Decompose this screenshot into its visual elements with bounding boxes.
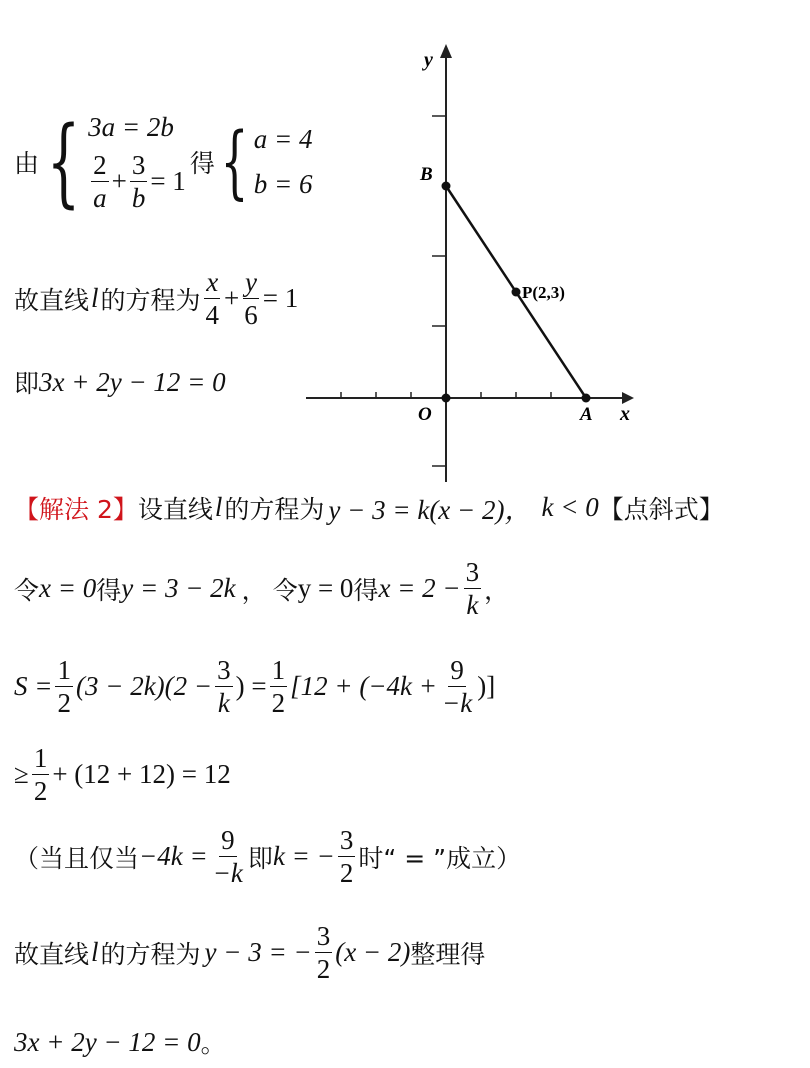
- coordinate-graph: [300, 36, 650, 486]
- point-p-label: P(2,3): [522, 283, 565, 302]
- point-p-dot: [512, 288, 521, 297]
- point-a-label: A: [580, 404, 593, 425]
- fraction-1-over-2: $\frac{1}{2}$: [57, 655, 71, 719]
- point-b-dot: [442, 182, 451, 191]
- fraction-9-over-negk: $\frac{9}{-k}$: [442, 655, 473, 719]
- intercepts-line: 令 x = 0 得 y = 3 − 2k ， 令 y = 0 得 x = 2 − $\frac{3}{k}$ ，: [14, 557, 510, 621]
- de-text: 得: [189, 149, 215, 179]
- final-equation-line: 故直线 l 的方程为 y − 3 = − $\frac{3}{2}$ (x − 2) 整理得: [14, 921, 486, 985]
- x-axis-label: x: [620, 403, 630, 425]
- point-b-label: B: [420, 164, 433, 185]
- fraction-3-over-k-area: $\frac{3}{k}$: [217, 655, 231, 719]
- equality-condition: （当且仅当 −4k = $\frac{9}{-k}$ 即 k = − $\frac{3}{2}$ 时“ = ”成立）: [14, 825, 522, 889]
- left-brace-1: {: [46, 106, 81, 219]
- system-of-equations: [14, 106, 313, 219]
- system-2: [215, 115, 313, 209]
- inequality-line: ≥ $\frac{1}{2}$ + (12 + 12) = 12: [14, 743, 231, 807]
- fraction-3-over-2: $\frac{3}{2}$: [339, 825, 354, 889]
- fraction-y-over-6: $\frac{y}{6}$: [244, 267, 258, 331]
- result-line: 3x + 2y − 12 = 0 。: [14, 1026, 226, 1058]
- fraction-3-over-k: $\frac{3}{k}$: [465, 557, 480, 621]
- fraction-3-over-2-b: $\frac{3}{2}$: [316, 921, 331, 985]
- method-2-label: 【解法 2】: [14, 494, 138, 524]
- system-1: { 3a = 2b $\frac{2}{a}$ + $\frac{3}{b}$ = 1: [46, 106, 186, 219]
- point-a-dot: [582, 394, 591, 403]
- fraction-9-over-negk-b: $\frac{9}{-k}$: [212, 825, 243, 889]
- y-axis-arrow-icon: [440, 44, 452, 58]
- solution-b: b = 6: [253, 169, 313, 200]
- point-slope-tag: 【点斜式】: [598, 494, 724, 524]
- fraction-1-over-2-c: $\frac{1}{2}$: [33, 743, 48, 807]
- y-axis-label: y: [424, 49, 433, 71]
- origin-label: O: [418, 404, 432, 425]
- origin-dot: [442, 394, 451, 403]
- line-intercept-form: 故直线 l 的方程为 $\frac{x}{4}$ + $\frac{y}{6}$ = 1: [14, 267, 299, 331]
- fraction-3-over-b: $\frac{3}{b}$: [131, 150, 146, 214]
- method-2-heading: 【解法 2】 设直线 l 的方程为 y − 3 = k(x − 2)， k < 0 【点斜式】: [14, 488, 724, 527]
- left-brace-2: {: [220, 115, 249, 209]
- line-general-form: 即 3x + 2y − 12 = 0: [14, 366, 226, 398]
- you-text: 由: [14, 149, 40, 179]
- fraction-2-over-a: $\frac{2}{a}$: [93, 150, 107, 214]
- area-expression: S = $\frac{1}{2}$ (3 − 2k)(2 − $\frac{3}{k}$ ) = $\frac{1}{2}$ [12 + (−4k + $\frac{9}{-k}$ )]: [14, 655, 496, 719]
- equation-3a-2b: 3a = 2b: [88, 112, 174, 142]
- y-ticks: [432, 116, 446, 466]
- solution-a: a = 4: [253, 124, 313, 155]
- fraction-x-over-4: $\frac{x}{4}$: [205, 267, 220, 331]
- fraction-1-over-2-b: $\frac{1}{2}$: [271, 655, 286, 719]
